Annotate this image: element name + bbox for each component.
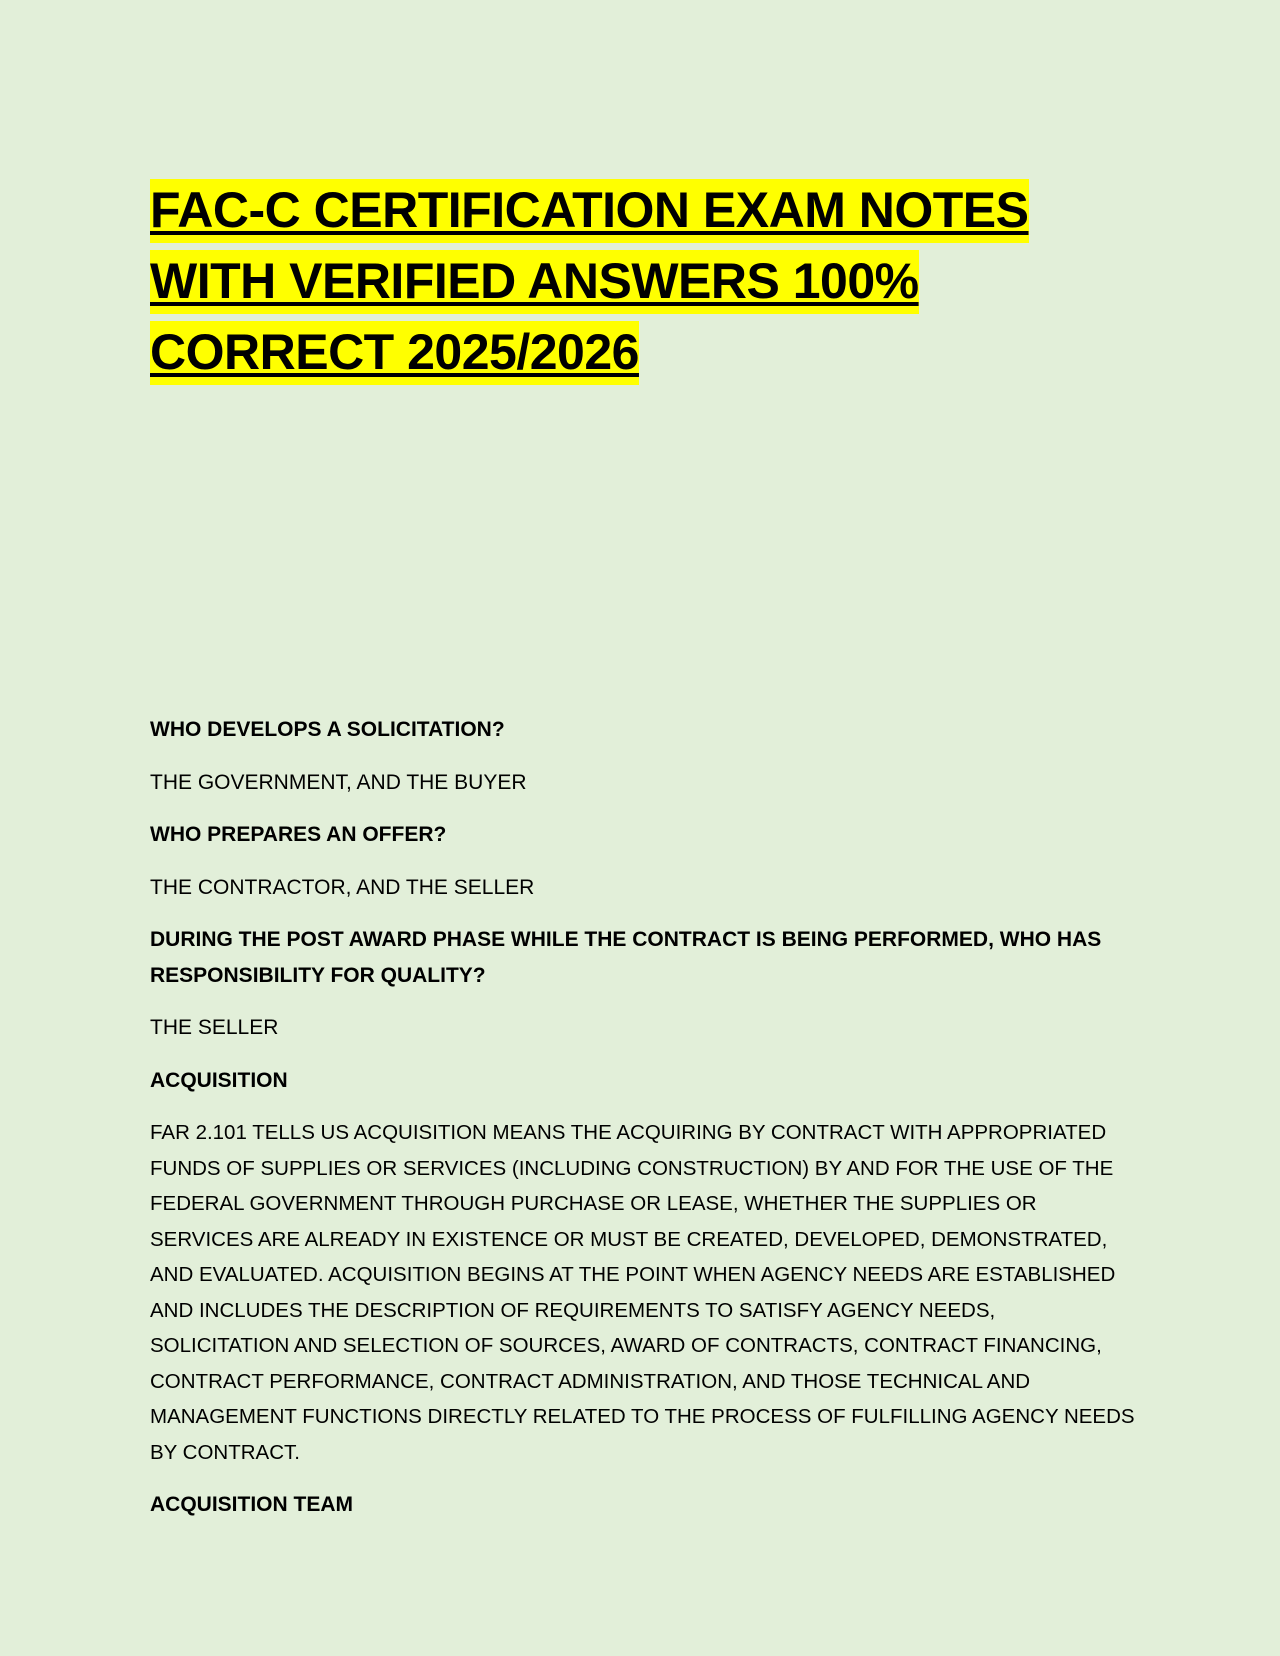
answer-text: THE CONTRACTOR, AND THE SELLER bbox=[150, 875, 535, 899]
document-title bbox=[150, 175, 1150, 388]
title-line: WITH VERIFIED ANSWERS 100% bbox=[150, 246, 1150, 317]
title-line: CORRECT 2025/2026 bbox=[150, 317, 1150, 388]
question-heading: DURING THE POST AWARD PHASE WHILE THE CONTRACT IS BEING PERFORMED, WHO HAS RESPONSIBILITY FOR QUALITY? bbox=[150, 928, 1102, 987]
term-heading: ACQUISITION bbox=[150, 1068, 288, 1092]
question-heading: WHO PREPARES AN OFFER? bbox=[150, 823, 447, 846]
title-line: FAC-C CERTIFICATION EXAM NOTES bbox=[150, 175, 1150, 246]
definition-text: FAR 2.101 TELLS US ACQUISITION MEANS THE ACQUIRING BY CONTRACT WITH APPROPRIATED FUNDS OF SUPPLIES OR SERVICES (INCLUDING CONSTRUCTION) BY AND FOR THE USE OF THE FEDERAL GOVERNMENT THROUGH PURCHASE OR LEASE, WHETHER THE SUPPLIES OR SERVICES ARE ALREADY IN EXISTENCE OR MUST BE CREATED, DEVELOPED, DEMONSTRATED, AND EVALUATED. ACQUISITION BEGINS AT THE POINT WHEN AGENCY NEEDS ARE ESTABLISHED AND INCLUDES THE DESCRIPTION OF REQUIREMENTS TO SATISFY AGENCY NEEDS, SOLICITATION AND SELECTION OF SOURCES, AWARD OF CONTRACTS, CONTRACT FINANCING, CONTRACT PERFORMANCE, CONTRACT ADMINISTRATION, AND THOSE TECHNICAL AND MANAGEMENT FUNCTIONS DIRECTLY RELATED TO THE PROCESS OF FULFILLING AGENCY NEEDS BY CONTRACT. bbox=[150, 1121, 1135, 1464]
term-heading: ACQUISITION TEAM bbox=[150, 1493, 353, 1516]
document-body bbox=[150, 712, 1140, 1540]
question-heading: WHO DEVELOPS A SOLICITATION? bbox=[150, 718, 505, 741]
answer-text: THE GOVERNMENT, AND THE BUYER bbox=[150, 770, 527, 794]
answer-text: THE SELLER bbox=[150, 1016, 279, 1039]
